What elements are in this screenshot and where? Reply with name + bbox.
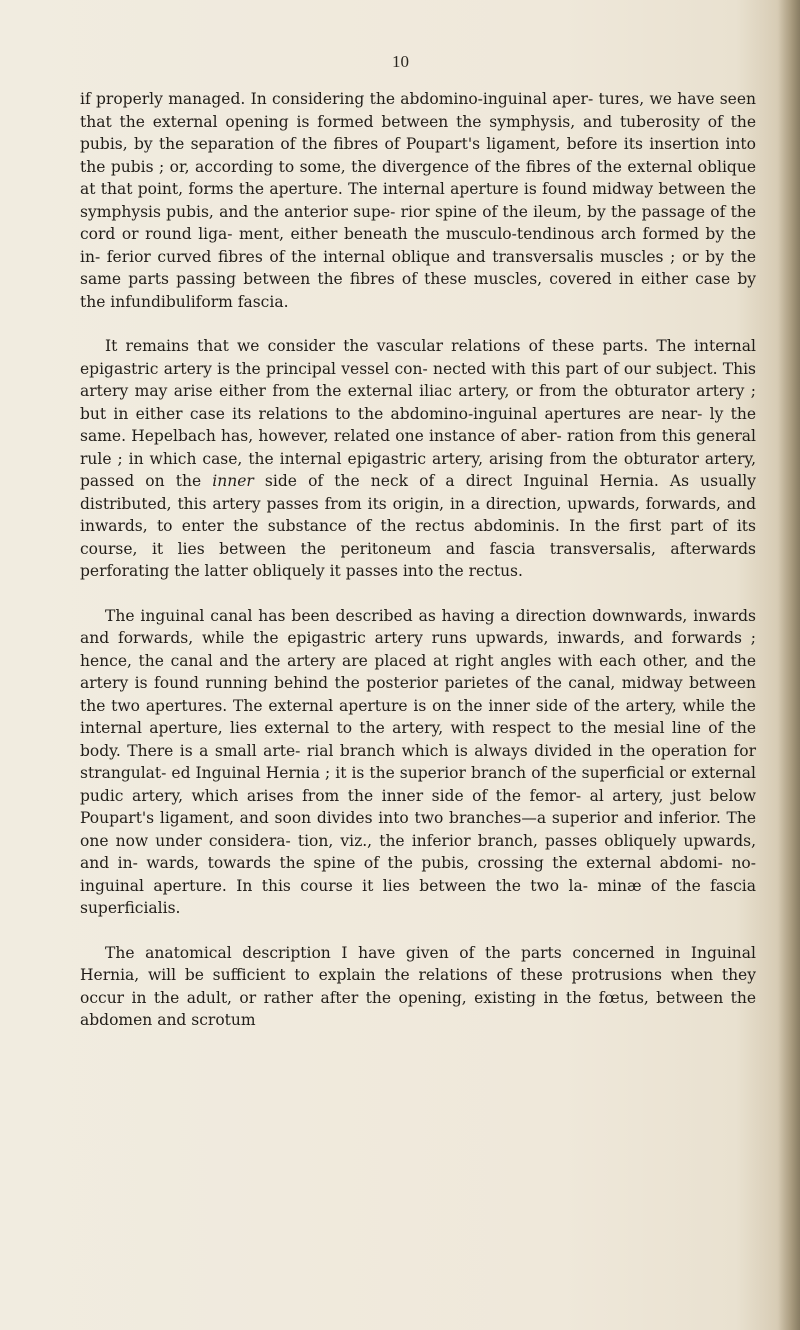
body-text — [80, 88, 756, 1032]
paragraph-3: The inguinal canal has been described as having a direction downwards, inwards and forwards, while the epigastric artery runs upwards, inwards, and forwards ; hence, the canal and the artery are placed at right angles with each other, and the artery is found running behind the posterior parietes of the canal, midway between the two apertures. The external aperture is on the inner side of the artery, while the internal aperture, lies external to the artery, with respect to the mesial line of the body. There is a small arte- rial branch which is always divided in the operation for strangulat- ed Inguinal Hernia ; it is the superior branch of the superficial or external pudic artery, which arises from the inner side of the femor- al artery, just below Poupart's ligament, and soon divides into two branches—a superior and inferior. The one now under considera- tion, viz., the inferior branch, passes obliquely upwards, and in- wards, towards the spine of the pubis, crossing the external abdomi- no-inguinal aperture. In this course it lies between the two la- minæ of the fascia superficialis. — [80, 606, 756, 917]
paragraph-2 — [80, 335, 756, 583]
paragraph-2-text-before: It remains that we consider the vascular relations of these parts. The internal epigastric artery is the principal vessel con- nected with this part of our subject. This artery may arise either from the external iliac artery, or from the obturator artery ; but in either case its relations to the abdomino-inguinal apertures are near- ly the same. Hepelbach has, however, related one instance of aber- ration from this general rule ; in which case, the internal epigastric artery, arising from the obturator artery, passed on the — [80, 337, 756, 490]
paragraph-gap — [80, 583, 756, 605]
paragraph-2-text-after: side of the neck of a direct Inguinal Hernia. As usually distributed, this artery passes from its origin, in a direction, upwards, forwards, and inwards, to enter the substance of the rectus abdominis. In the first part of its course, it lies between the peritoneum and fascia transversalis, afterwards perforating the latter obliquely it passes into the rectus. — [80, 472, 756, 580]
paragraph-gap — [80, 313, 756, 335]
paragraph-1: if properly managed. In considering the abdomino-inguinal aper- tures, we have seen that the external opening is formed between the symphysis, and tuberosity of the pubis, by the separation of the fibres of Poupart's ligament, before its insertion into the pubis ; or, according to some, the divergence of the fibres of the external oblique at that point, forms the aperture. The internal aperture is found midway between the symphysis pubis, and the anterior supe- rior spine of the ileum, by the passage of the cord or round liga- ment, either beneath the musculo-tendinous arch formed by the in- ferior curved fibres of the internal oblique and transversalis muscles ; or by the same parts passing between the fibres of these muscles, covered in either case by the infundibuliform fascia. — [80, 90, 756, 311]
emphasis-inner: inner — [212, 472, 254, 490]
paragraph-4: The anatomical description I have given of the parts concerned in Inguinal Hernia, will be sufficient to explain the relations of these protrusions when they occur in the adult, or rather after the opening, existing in the fœtus, between the abdomen and scrotum — [80, 943, 756, 1029]
paragraph-gap — [80, 920, 756, 942]
page-number: 10 — [392, 52, 409, 71]
page-edge-shadow — [778, 0, 800, 1330]
